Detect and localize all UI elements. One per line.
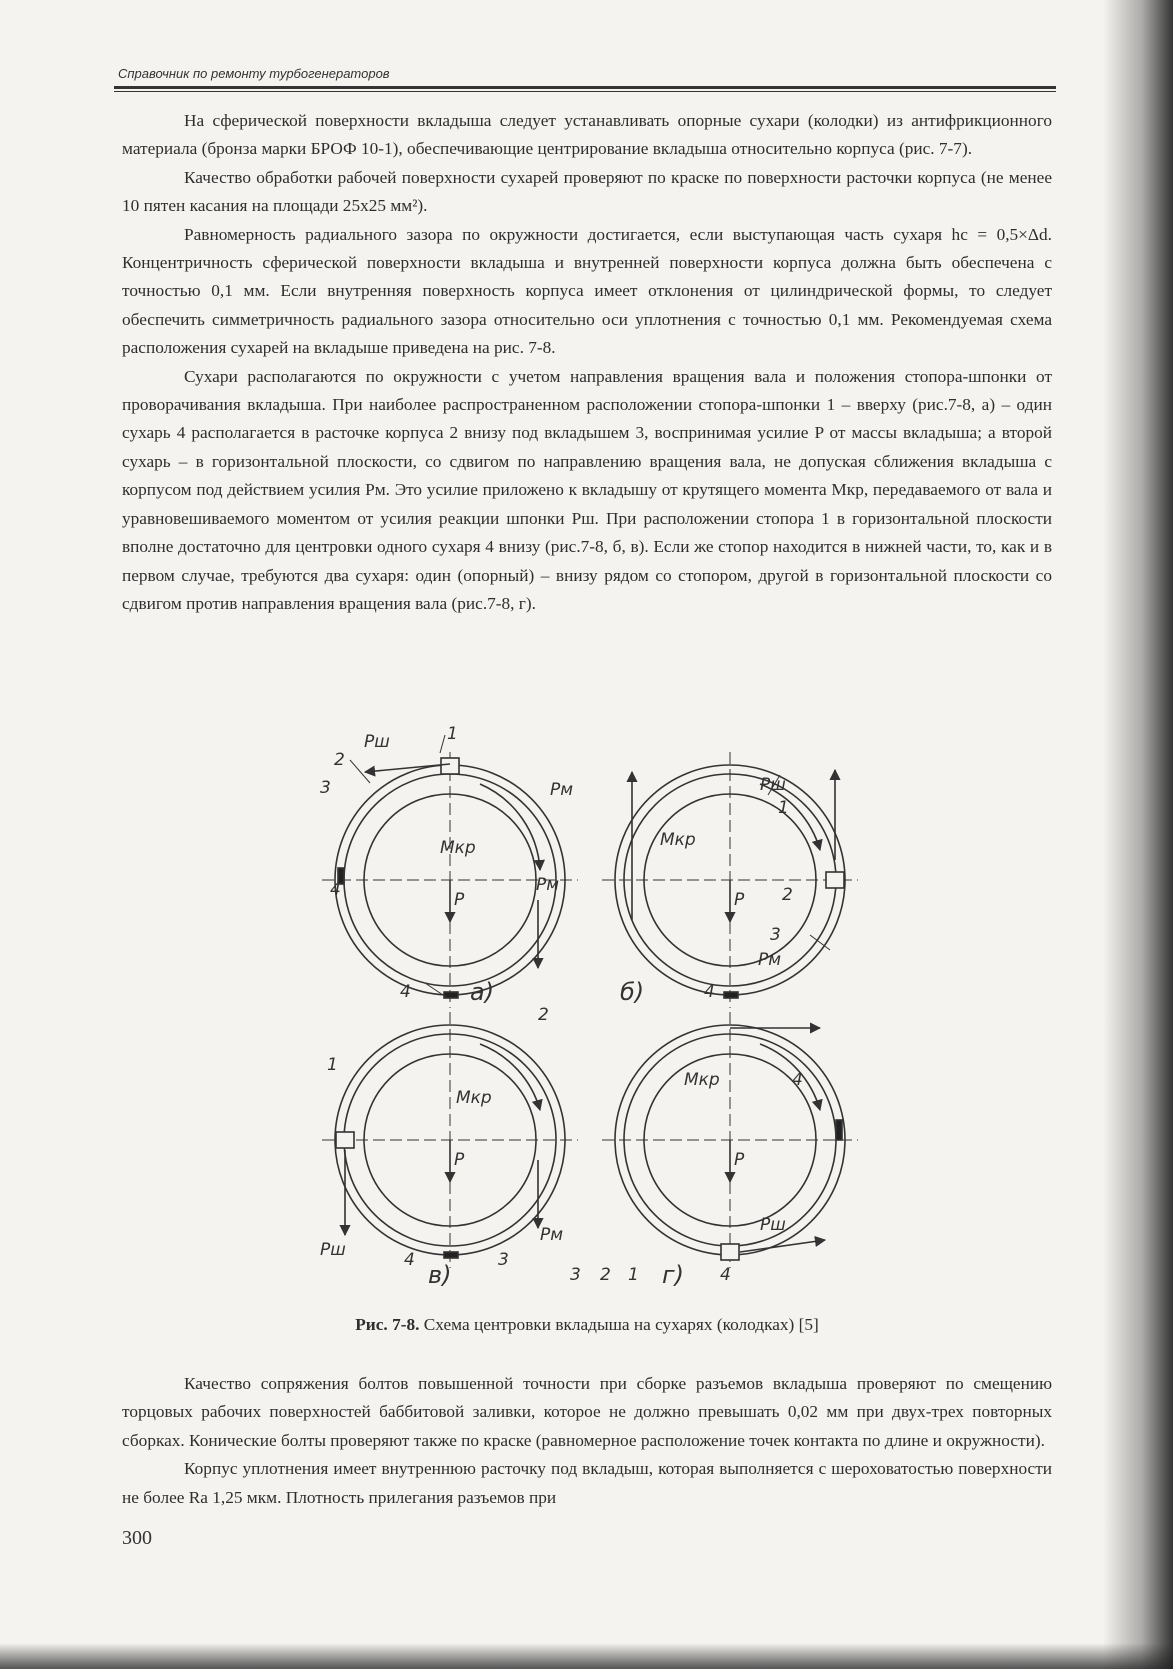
- label-m-kr-v: Mкр: [456, 1088, 492, 1108]
- label-m-kr-g: Mкр: [684, 1070, 720, 1090]
- label-sub-v: в): [428, 1261, 452, 1289]
- page-edge-shadow: [1103, 0, 1173, 1669]
- paragraph: На сферической поверхности вкладыша следует устанавливать опорные сухари (колодки) из антифрикционного материала (бронза марки БРОФ 10-1), обеспечивающие центрирование вкладыша относительно корпуса (рис. 7-7).: [122, 111, 1052, 159]
- label-p-m-b: Pм: [550, 780, 574, 800]
- page-bottom-shadow: [0, 1643, 1173, 1669]
- label-p-b: P: [734, 890, 745, 910]
- label-p-sh-b: Pш: [760, 775, 786, 795]
- label-sub-g: г): [662, 1261, 684, 1289]
- label-1-v: 1: [327, 1055, 338, 1075]
- label-p-m-g: Pм: [758, 950, 782, 970]
- caption-text: Схема центровки вкладыша на сухарях (колодках) [5]: [423, 1315, 819, 1334]
- label-p-g: P: [734, 1150, 745, 1170]
- label-sub-a: a): [470, 978, 495, 1006]
- label-p-v: P: [454, 1150, 465, 1170]
- paragraph: Корпус уплотнения имеет внутреннюю расточку под вкладыш, которая выполняется с шероховатостью поверхности не более Ra 1,25 мкм. Плотность прилегания разъемов при: [122, 1459, 1052, 1507]
- label-1-g: 1: [628, 1265, 639, 1285]
- label-sub-b: б): [620, 978, 645, 1006]
- figure-caption: [122, 1315, 1052, 1335]
- running-header: Справочник по ремонту турбогенераторов: [118, 66, 390, 81]
- paragraph: Сухари располагаются по окружности с учетом направления вращения вала и положения стопора-шпонки от проворачивания вкладыша. При наиболее распространенном расположении стопора-шпонки 1 – вверху (рис.7-8, а) – один сухарь 4 располагается в расточке корпуса 2 внизу под вкладышем 3, воспринимая усилие P от массы вкладыша; а второй сухарь – в горизонтальной плоскости, со сдвигом по направлению вращения вала, не допуская сближения вкладыша с корпусом под действием усилия Pм. Это усилие приложено к вкладышу от крутящего момента Mкр, передаваемого от вала и уравновешиваемого моментом от усилия реакции шпонки Pш. При расположении стопора 1 в горизонтальной плоскости вполне достаточно для центровки одного сухаря 4 внизу (рис.7-8, б, в). Если же стопор находится в нижней части, то, как и в первом случае, требуются два сухаря: один (опорный) – внизу рядом со стопором, другой в горизонтальной плоскости со сдвигом против направления вращения вала (рис.7-8, г).: [122, 366, 1052, 613]
- centering-diagram: [320, 724, 870, 1290]
- label-m-kr-b: Mкр: [660, 830, 696, 850]
- header-rule: [114, 86, 1056, 92]
- label-3-g: 3: [570, 1265, 581, 1285]
- label-p-a: P: [454, 890, 465, 910]
- text-block-bottom: [122, 1370, 1052, 1512]
- paragraph: Качество обработки рабочей поверхности сухарей проверяют по краске по поверхности расточки корпуса (не менее 10 пятен касания на площади 25х25 мм²).: [122, 167, 1052, 216]
- label-3-v: 3: [498, 1250, 509, 1270]
- label-2-g: 2: [600, 1265, 611, 1285]
- label-4-g: 4: [720, 1265, 731, 1285]
- label-4-b: 4: [704, 982, 715, 1002]
- label-p-m-v: Pм: [540, 1225, 564, 1245]
- label-4-v: 4: [404, 1250, 415, 1270]
- label-1-b: 1: [778, 798, 789, 818]
- label-4-a: 4: [400, 982, 411, 1002]
- text-block-top: [122, 107, 1052, 618]
- label-p-sh-a: Pш: [364, 732, 390, 752]
- panel-g: [602, 1012, 858, 1268]
- page-number: 300: [122, 1527, 152, 1549]
- panel-b: [602, 752, 858, 1008]
- label-4-g-right: 4: [792, 1070, 803, 1090]
- label-2-v: 2: [538, 1005, 549, 1025]
- paragraph: Качество сопряжения болтов повышенной точности при сборке разъемов вкладыша проверяют по смещению торцовых рабочих поверхностей баббитовой заливки, которое не должно превышать 0,02 мм при двух-трех повторных сборках. Конические болты проверяют также по краске (равномерное расположение точек контакта по длине и окружности).: [122, 1374, 1052, 1450]
- figure-7-8: [320, 724, 870, 1290]
- label-4-a-left: 4: [330, 880, 341, 900]
- label-1-a: 1: [447, 724, 458, 744]
- label-m-kr-a: Mкр: [440, 838, 476, 858]
- label-p-sh-v: Pш: [320, 1240, 346, 1260]
- label-p-m-a: Pм: [536, 875, 560, 895]
- label-p-sh-g: Pш: [760, 1215, 786, 1235]
- label-2-a: 2: [334, 750, 345, 770]
- label-3-a: 3: [320, 778, 331, 798]
- caption-label: Рис. 7-8.: [355, 1315, 420, 1334]
- label-3-b: 3: [770, 925, 781, 945]
- paragraph: Равномерность радиального зазора по окружности достигается, если выступающая часть сухаря hс = 0,5×Δd. Концентричность сферической поверхности вкладыша и внутренней поверхности корпуса должна быть обеспечена с точностью 0,1 мм. Если внутренняя поверхность корпуса имеет отклонения от цилиндрической формы, то следует обеспечить симметричность радиального зазора относительно оси уплотнения с точностью 0,1 мм. Рекомендуемая схема расположения сухарей на вкладыше приведена на рис. 7-8.: [122, 224, 1052, 358]
- label-2-b: 2: [782, 885, 793, 905]
